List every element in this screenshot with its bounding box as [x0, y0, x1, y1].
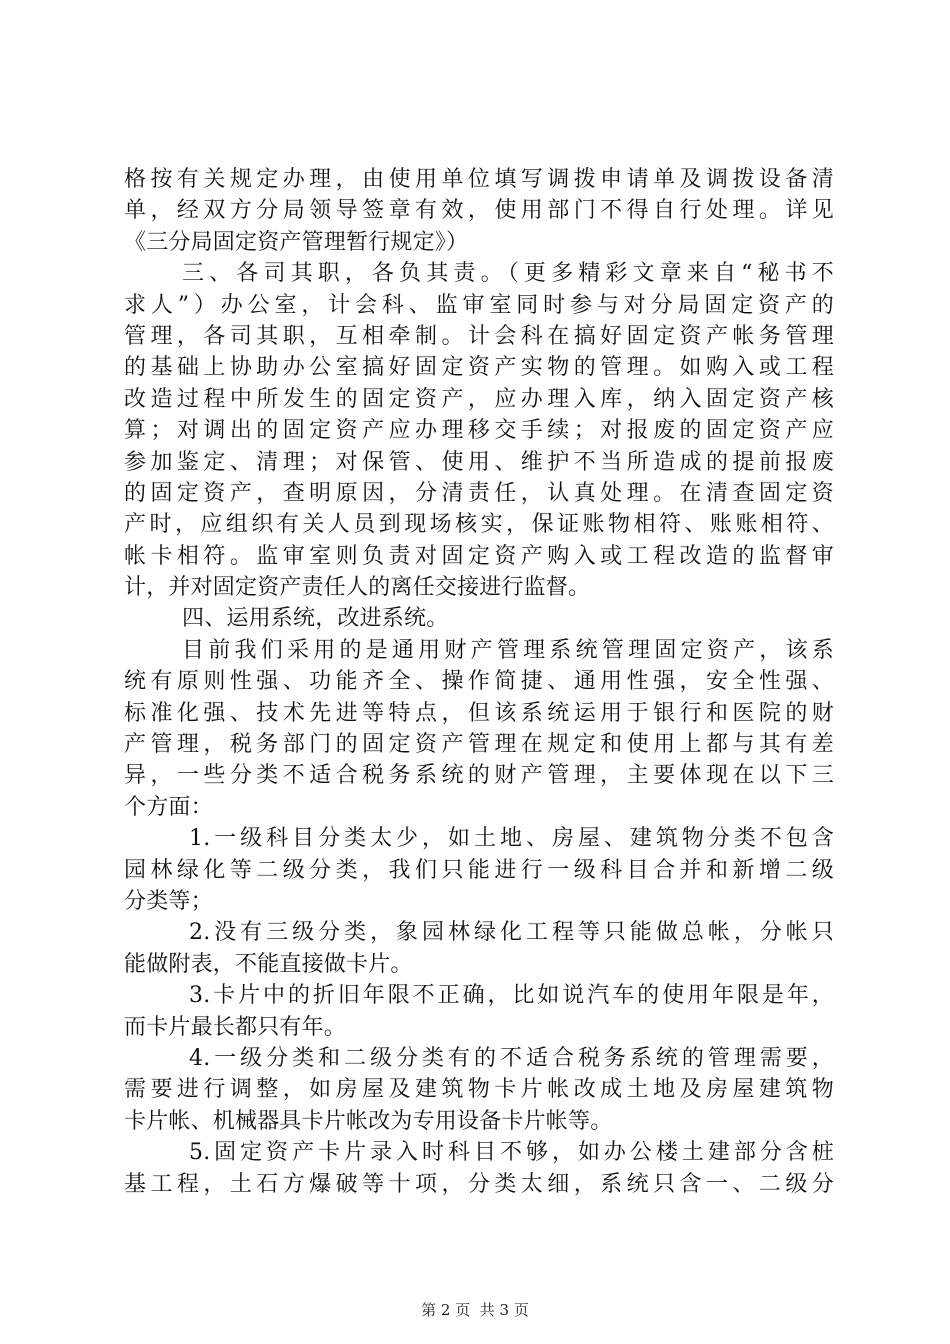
text-line: 4.一级分类和二级分类有的不适合税务系统的管理需要，: [189, 1045, 834, 1071]
text-line: 能做附表，不能直接做卡片。: [124, 951, 413, 977]
text-line: 格按有关规定办理，由使用单位填写调拨申请单及调拨设备清: [124, 167, 834, 192]
text-line: 需要进行调整，如房屋及建筑物卡片帐改成土地及房屋建筑物: [124, 1077, 834, 1103]
text-line: 参加鉴定、清理；对保管、使用、维护不当所造成的提前报废: [124, 449, 834, 475]
text-line: 改造过程中所发生的固定资产，应办理入库，纳入固定资产核: [124, 386, 834, 412]
text-line: 分类等；: [124, 888, 213, 914]
text-line: 产时，应组织有关人员到现场核实，保证账物相符、账账相符、: [124, 512, 834, 538]
text-line: 统有原则性强、功能齐全、操作简捷、通用性强，安全性强、: [124, 669, 834, 695]
text-line: 异，一些分类不适合税务系统的财产管理，主要体现在以下三: [124, 763, 834, 789]
text-line: 卡片帐、机械器具卡片帐改为专用设备卡片帐等。: [124, 1108, 613, 1134]
text-line: 目前我们采用的是通用财产管理系统管理固定资产，该系: [182, 637, 834, 663]
text-line: 5.固定资产卡片录入时科目不够，如办公楼土建部分含桩: [189, 1140, 834, 1166]
text-line: 帐卡相符。监审室则负责对固定资产购入或工程改造的监督审: [124, 543, 834, 569]
text-line: 标准化强、技术先进等特点，但该系统运用于银行和医院的财: [124, 700, 834, 726]
text-line: 2.没有三级分类，象园林绿化工程等只能做总帐，分帐只: [189, 920, 834, 946]
text-line: 基工程，土石方爆破等十项，分类太细，系统只含一、二级分: [124, 1171, 834, 1197]
page-footer: 第 2 页 共 3 页: [421, 1301, 529, 1319]
text-line: 求人”）办公室，计会科、监审室同时参与对分局固定资产的: [124, 292, 834, 318]
text-line: 园林绿化等二级分类，我们只能进行一级科目合并和新增二级: [124, 857, 834, 883]
body-text: [124, 164, 834, 1200]
text-line: 三、各司其职，各负其责。（更多精彩文章来自“秘书不: [182, 261, 834, 287]
text-line: 3.卡片中的折旧年限不正确，比如说汽车的使用年限是年，: [189, 983, 834, 1009]
text-line: 而卡片最长都只有年。: [124, 1014, 347, 1040]
text-line: 个方面：: [124, 794, 213, 820]
text-line: 算；对调出的固定资产应办理移交手续；对报废的固定资产应: [124, 418, 834, 444]
text-line: 管理，各司其职，互相牵制。计会科在搞好固定资产帐务管理: [124, 323, 834, 349]
text-line: 产管理，税务部门的固定资产管理在规定和使用上都与其有差: [124, 732, 834, 758]
text-line: 四、运用系统，改进系统。: [182, 606, 449, 632]
text-line: 《三分局固定资产管理暂行规定》）: [124, 229, 469, 255]
text-line: 1.一级科目分类太少，如土地、房屋、建筑物分类不包含: [189, 826, 834, 852]
text-line: 的固定资产，查明原因，分清责任，认真处理。在清查固定资: [124, 480, 834, 506]
text-line: 计，并对固定资产责任人的离任交接进行监督。: [124, 575, 591, 601]
text-line: 单，经双方分局领导签章有效，使用部门不得自行处理。详见: [124, 198, 834, 224]
text-line: 的基础上协助办公室搞好固定资产实物的管理。如购入或工程: [124, 355, 834, 381]
